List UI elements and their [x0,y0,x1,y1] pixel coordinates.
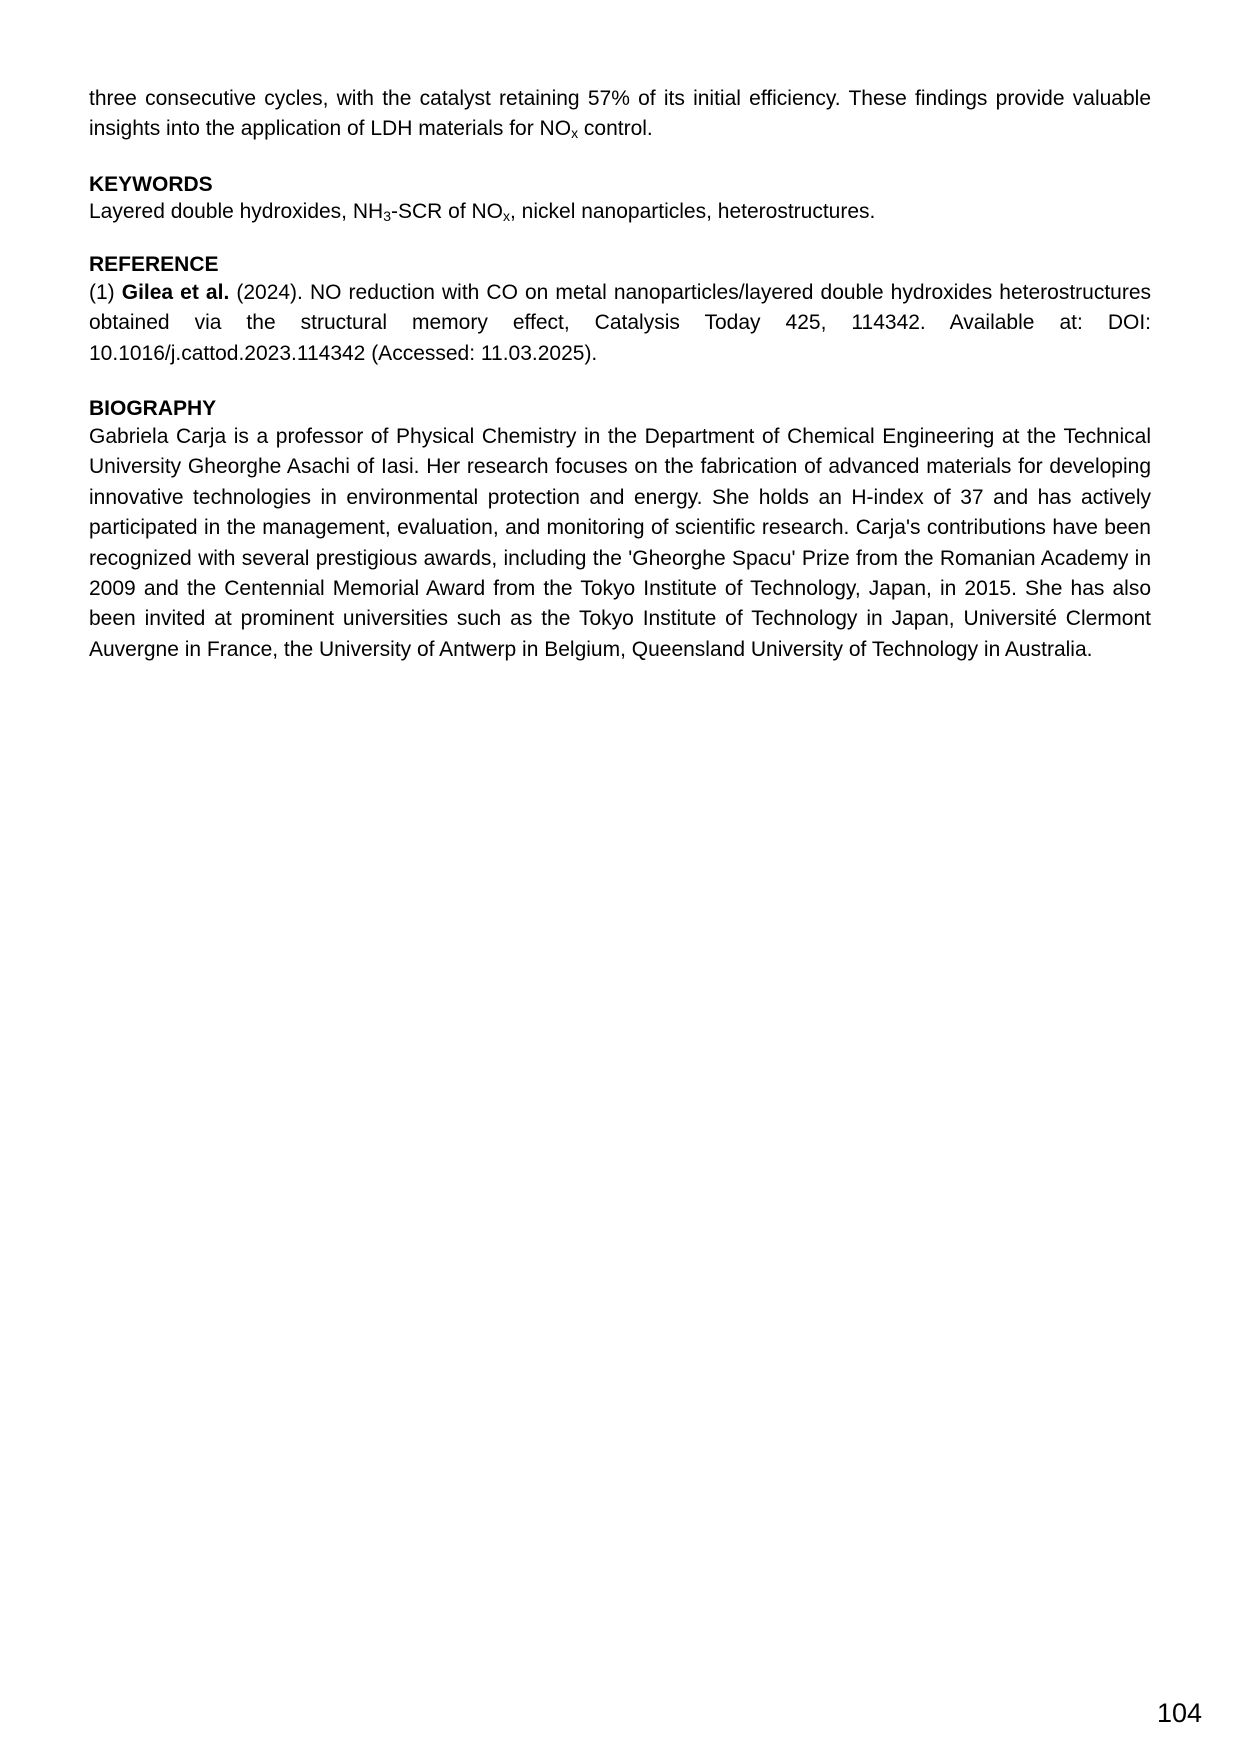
biography-text: Gabriela Carja is a professor of Physical Chemistry in the Department of Chemical Engineering at the Technical University Gheorghe Asachi of Iasi. Her research focuses on the fabrication of advanced materials for developing innovative technologies in environmental protection and energy. She holds an H-index of 37 and has actively participated in the management, evaluation, and monitoring of scientific research. Carja's contributions have been recognized with several prestigious awards, including the 'Gheorghe Spacu' Prize from the Romanian Academy in 2009 and the Centennial Memorial Award from the Tokyo Institute of Technology, Japan, in 2015. She has also been invited at prominent universities such as the Tokyo Institute of Technology in Japan, Université Clermont Auvergne in France, the University of Antwerp in Belgium, Queensland University of Technology in Australia. [89,425,1151,661]
intro-paragraph [89,84,1151,145]
keywords-text-a: Layered double hydroxides, NH [89,199,384,223]
biography-heading: BIOGRAPHY [89,397,217,421]
reference-heading: REFERENCE [89,252,219,276]
reference-authors: Gilea et al. [121,280,230,304]
keywords-text-c: , nickel nanoparticles, heterostructures. [510,199,876,223]
keywords-subscript-3: 3 [383,207,391,224]
intro-subscript: x [571,125,579,142]
intro-text: three consecutive cycles, with the catalyst retaining 57% of its initial efficiency. These findings provide valuable insights into the application of LDH materials for NO [89,87,1151,141]
document-page [89,84,1151,665]
keywords-text-b: -SCR of NO [390,199,503,223]
reference-number: (1) [89,280,122,304]
keywords-section [89,171,1151,225]
intro-text-end: control. [578,117,653,141]
keywords-heading: KEYWORDS [89,172,213,196]
keywords-subscript-x: x [503,207,510,224]
page-number: 104 [1156,1698,1202,1728]
biography-section [89,395,1151,665]
reference-text: (2024). NO reduction with CO on metal nanoparticles/layered double hydroxides heterostructures obtained via the structural memory effect, Catalysis Today 425, 114342. Available at: DOI: 10.1016/j.cattod.2023.114342 (Accessed: 11.03.2025). [89,280,1152,365]
keywords-text [89,198,1151,225]
reference-section [89,251,1151,369]
reference-entry [89,278,1151,369]
